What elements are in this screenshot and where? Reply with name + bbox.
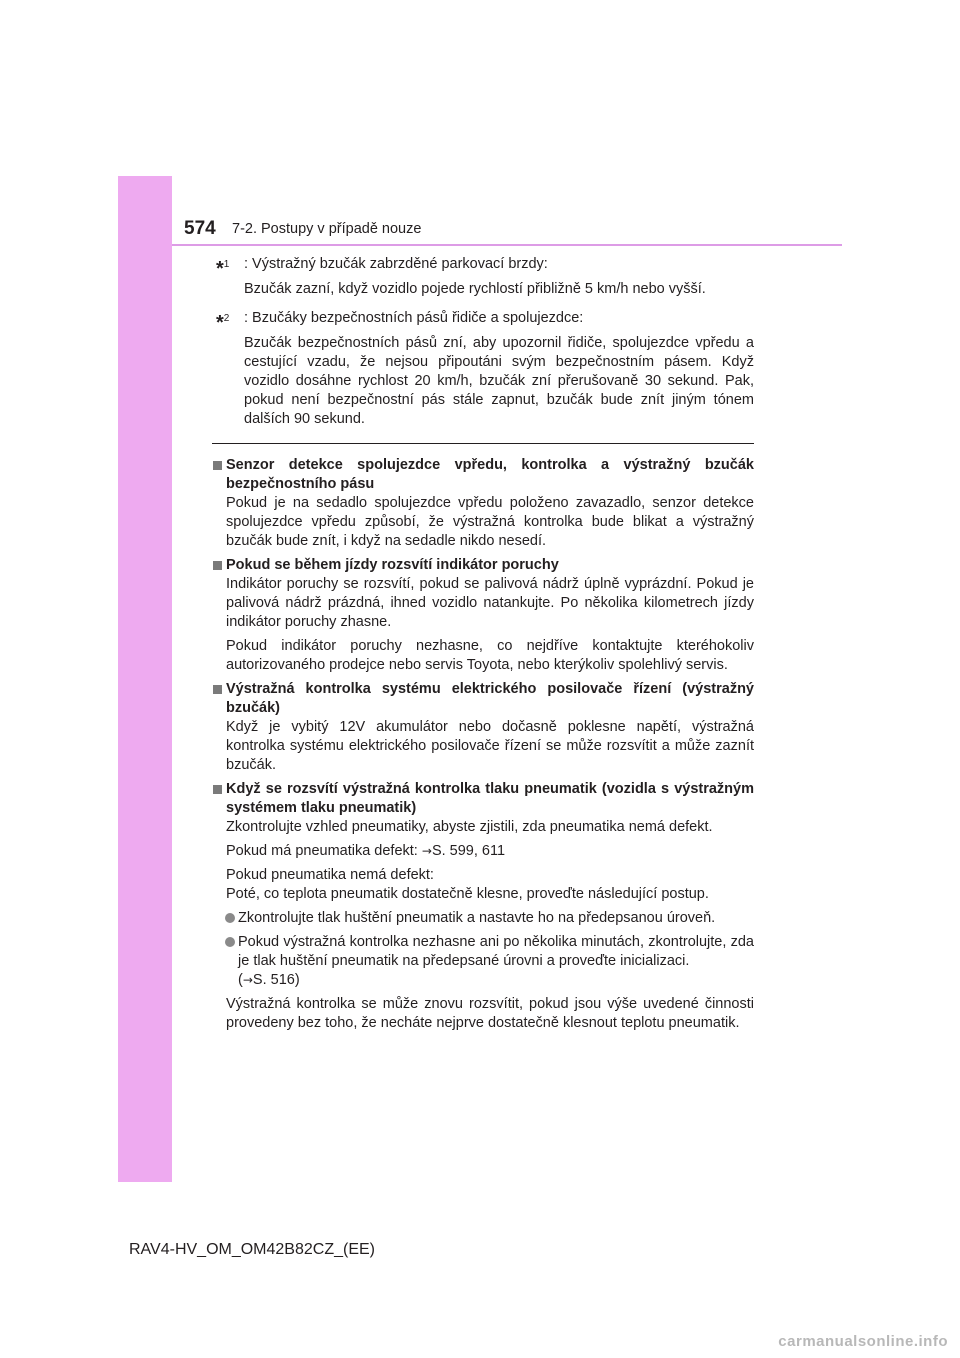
item-passenger-sensor: [212, 456, 754, 551]
page-reference-link[interactable]: S. 599, 611: [431, 843, 506, 859]
item-tire-pressure-warning: [212, 780, 754, 1033]
arrow-icon: →: [421, 844, 432, 858]
round-bullet-item: Pokud výstražná kontrolka nezhasne ani po několika minutách, zkontrolujte, zda je tlak huštění pneumatik na předepsané úrovni a proveďte inicializaci. (→S. 516): [212, 933, 754, 990]
item-paragraph: Pokud pneumatika nemá defekt: Poté, co teplota pneumatik dostatečně klesne, proveďte následující postup.: [226, 867, 709, 902]
arrow-icon: →: [242, 973, 253, 987]
item-paragraph: Pokud je na sedadlo spolujezdce vpředu položeno zavazadlo, senzor detekce spolujezdce vpředu způsobí, že výstražná kontrolka bude blikat a výstražný bzučák bude znít, i když na sedadle nikdo nesedí.: [226, 495, 754, 549]
section-divider: [212, 443, 754, 444]
item-heading: Senzor detekce spolujezdce vpředu, kontrolka a výstražný bzučák bezpečnostního pásu: [212, 456, 754, 494]
square-bullet-icon: [213, 685, 222, 694]
footnote-2-title: *$^2$ : Bzučáky bezpečnostních pásů řidiče a spolujezdce:: [216, 310, 584, 334]
section-title: 7-2. Postupy v případě nouze: [232, 221, 422, 237]
item-heading: Výstražná kontrolka systému elektrického posilovače řízení (výstražný bzučák): [212, 680, 754, 718]
footnote-2-marker: *$^2$: [216, 312, 230, 334]
square-bullet-icon: [213, 561, 222, 570]
square-bullet-icon: [213, 461, 222, 470]
page-number: 574: [184, 218, 216, 239]
item-heading: Když se rozsvítí výstražná kontrolka tlaku pneumatik (vozidla s výstražným systémem tlaku pneumatik): [212, 780, 754, 818]
footnote-1-body: Bzučák zazní, když vozidlo pojede rychlostí přibližně 5 km/h nebo vyšší.: [244, 281, 706, 297]
item-paragraph-reference: Pokud má pneumatika defekt: →S. 599, 611: [226, 843, 506, 859]
item-malfunction-indicator: [212, 556, 754, 675]
item-paragraph: Zkontrolujte vzhled pneumatiky, abyste zjistili, zda pneumatika nemá defekt.: [226, 819, 713, 835]
chapter-sidebar-tab: [118, 176, 172, 1182]
footnote-1-marker: *$^1$: [216, 258, 230, 280]
watermark: carmanualsonline.info: [778, 1333, 948, 1350]
item-paragraph: Když je vybitý 12V akumulátor nebo dočasně poklesne napětí, výstražná kontrolka systému elektrického posilovače řízení se může rozsvítit a může zaznít bzučák.: [226, 719, 754, 773]
item-heading: Pokud se během jízdy rozsvítí indikátor poruchy: [212, 556, 754, 575]
header-rule: [172, 244, 842, 246]
footnote-2-body: Bzučák bezpečnostních pásů zní, aby upozornil řidiče, spolujezdce vpředu a cestující vzadu, že nejsou připoutáni svým bezpečnostním pásem. Když vozidlo dosáhne rychlost 20 km/h, bzučák zní přerušovaně 30 sekund. Pak, pokud není bezpečnostní pás stále zapnut, bzučák bude znít jiným tónem dalších 90 sekund.: [244, 335, 754, 427]
page-reference-link[interactable]: S. 516): [252, 972, 300, 988]
square-bullet-icon: [213, 785, 222, 794]
round-bullet-icon: [225, 913, 235, 923]
item-paragraph: Pokud indikátor poruchy nezhasne, co nejdříve kontaktujte kteréhokoliv autorizovaného prodejce nebo servis Toyota, nebo kterýkoliv spolehlivý servis.: [226, 638, 754, 673]
footnote-1-title: *$^1$ : Výstražný bzučák zabrzděné parkovací brzdy:: [216, 256, 548, 280]
item-power-steering-warning: [212, 680, 754, 775]
round-bullet-item: Zkontrolujte tlak huštění pneumatik a nastavte ho na předepsanou úroveň.: [212, 909, 754, 928]
item-paragraph: Indikátor poruchy se rozsvítí, pokud se palivová nádrž úplně vyprázdní. Pokud je palivová nádrž prázdná, ihned vozidlo natankujte. Po několika kilometrech jízdy indikátor poruchy zhasne.: [226, 576, 754, 630]
item-paragraph: Výstražná kontrolka se může znovu rozsvítit, pokud jsou výše uvedené činnosti provedeny bez toho, že necháte nejprve dostatečně klesnout teplotu pneumatik.: [226, 996, 754, 1031]
document-code: RAV4-HV_OM_OM42B82CZ_(EE): [129, 1241, 375, 1258]
page-content: [212, 255, 754, 1038]
round-bullet-icon: [225, 937, 235, 947]
